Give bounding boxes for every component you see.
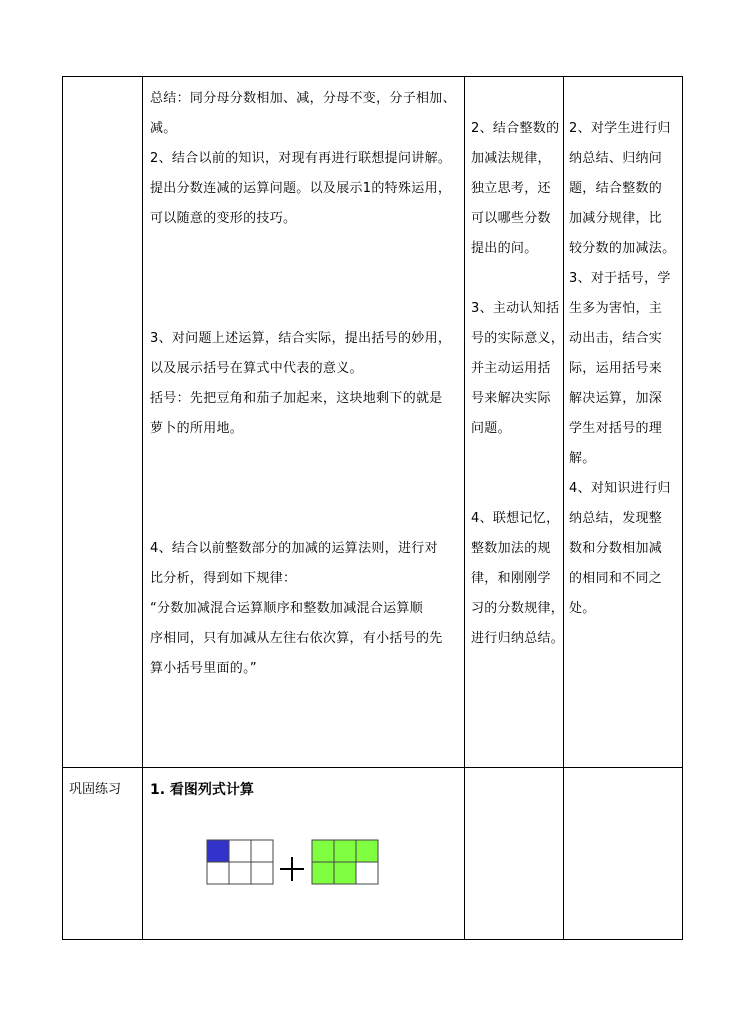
- text-line: 可以哪些分数: [471, 211, 551, 226]
- text-line: 提出分数连减的运算问题。以及展示1的特殊运用，: [150, 181, 452, 196]
- text-line: 学生对括号的理: [569, 421, 663, 436]
- empty-cell: [229, 862, 251, 884]
- empty-cell: [251, 840, 273, 862]
- text-line: 数和分数相加减: [569, 541, 663, 556]
- text-line: 3、主动认知括: [471, 301, 560, 316]
- text-line: 减。: [150, 121, 177, 136]
- text-line: 2、结合整数的: [471, 121, 560, 136]
- text-line: 提出的问。: [471, 241, 538, 256]
- text-line: 并主动运用括: [471, 361, 551, 376]
- text-line: 生多为害怕，主: [569, 301, 663, 316]
- shaded-cell: [356, 840, 378, 862]
- right-fraction-grid: [312, 840, 378, 884]
- empty-cell: [251, 862, 273, 884]
- text-line: 整数加法的规: [471, 541, 551, 556]
- text-line: 3、对问题上述运算，结合实际，提出括号的妙用，: [150, 331, 452, 346]
- empty-cell: [356, 862, 378, 884]
- text-line: 萝卜的所用地。: [150, 421, 244, 436]
- text-line: 纳总结、归纳问: [569, 151, 663, 166]
- student-block-2: [471, 294, 564, 444]
- shaded-cell: [312, 862, 334, 884]
- left-fraction-grid: [207, 840, 273, 884]
- text-line: 处。: [569, 601, 596, 616]
- text-line: 3、对于括号，学: [569, 271, 671, 286]
- student-block-1: [471, 114, 559, 264]
- text-line: 算小括号里面的。”: [150, 661, 257, 676]
- plus-sign-icon: [280, 857, 304, 881]
- text-line: 4、对知识进行归: [569, 481, 671, 496]
- text-line: 进行归纳总结。: [471, 631, 565, 646]
- fraction-figure: [205, 837, 385, 897]
- text-line: “分数加减混合运算顺序和整数加减混合运算顺: [150, 601, 424, 616]
- text-line: 纳总结，发现整: [569, 511, 663, 526]
- empty-cell: [207, 862, 229, 884]
- text-line: 独立思考，还: [471, 181, 551, 196]
- teaching-block-3: [150, 534, 443, 684]
- shaded-cell: [334, 840, 356, 862]
- text-line: 动出击，结合实: [569, 331, 663, 346]
- text-line: 问题。: [471, 421, 511, 436]
- text-line: 总结：同分母分数相加、减，分母不变，分子相加、: [150, 91, 456, 106]
- text-line: 的相同和不同之: [569, 571, 663, 586]
- text-line: 可以随意的变形的技巧。: [150, 211, 297, 226]
- student-block-3: [471, 504, 564, 654]
- text-line: 2、对学生进行归: [569, 121, 671, 136]
- text-line: 号来解决实际: [471, 391, 551, 406]
- text-line: 序相同，只有加减从左往右依次算，有小括号的先: [150, 631, 443, 646]
- teaching-block-2: [150, 324, 451, 444]
- shaded-cell: [312, 840, 334, 862]
- text-line: 号的实际意义，: [471, 331, 565, 346]
- text-line: 习的分数规律，: [471, 601, 565, 616]
- text-line: 解。: [569, 451, 596, 466]
- shaded-cell: [207, 840, 229, 862]
- row-divider: [63, 767, 682, 768]
- practice-heading: 1. 看图列式计算: [150, 782, 254, 798]
- column-divider: [464, 77, 465, 939]
- text-line: 以及展示括号在算式中代表的意义。: [150, 361, 363, 376]
- text-line: 解决运算，加深: [569, 391, 663, 406]
- text-line: 加减法规律，: [471, 151, 551, 166]
- text-line: 律，和刚刚学: [471, 571, 551, 586]
- text-line: 较分数的加减法。: [569, 241, 676, 256]
- shaded-cell: [334, 862, 356, 884]
- lesson-table: [62, 76, 683, 940]
- text-line: 加减分规律，比: [569, 211, 663, 226]
- text-line: 2、结合以前的知识，对现有再进行联想提问讲解。: [150, 151, 452, 166]
- text-line: 题，结合整数的: [569, 181, 663, 196]
- text-line: 际，运用括号来: [569, 361, 663, 376]
- intent-block: [569, 114, 675, 624]
- empty-cell: [229, 840, 251, 862]
- teaching-block-1: [150, 84, 456, 234]
- column-divider: [142, 77, 143, 939]
- text-line: 4、结合以前整数部分的加减的运算法则，进行对: [150, 541, 438, 556]
- text-line: 4、联想记忆，: [471, 511, 560, 526]
- text-line: 比分析，得到如下规律：: [150, 571, 297, 586]
- text-line: 括号：先把豆角和茄子加起来，这块地剩下的就是: [150, 391, 443, 406]
- practice-label: 巩固练习: [69, 782, 122, 797]
